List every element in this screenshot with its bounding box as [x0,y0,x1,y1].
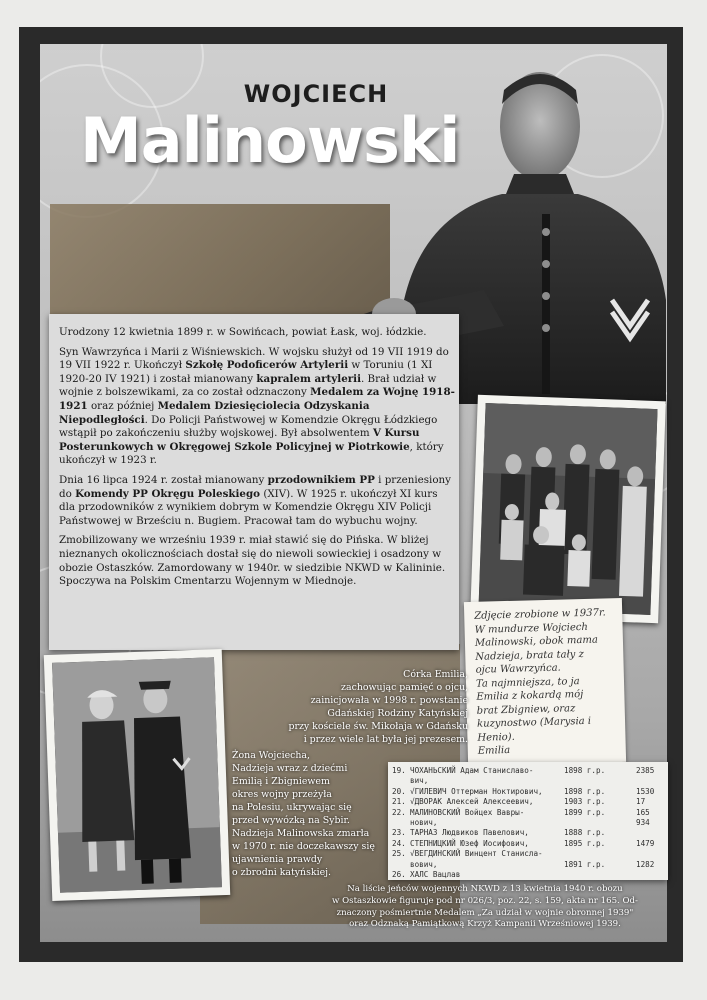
biography-text-run: (XIV). W 1925 r. ukończył XI kurs dla przodowników z wynikiem dobrym w Komendzie Okręgu XIV Policji Państwowej w Brześciu n. Bugiem. Pracował tam do wybuchu wojny. [59,487,438,527]
caption-line: przed wywózką na Sybir. [232,815,350,826]
caption-line: okres wojny przeżyła [232,789,332,800]
list-cell-num: 19. [392,766,406,775]
list-cell-num: 22. [392,807,406,817]
biography-text-run: oraz później [87,399,158,412]
biography-text-run: Urodzony 12 kwietnia 1899 r. w Sowińcach, powiat Łask, woj. łódzkie. [59,326,427,338]
biography-bold-text: Medalem Dziesięciolecia Odzyskania Niepodległości [59,399,370,426]
biography-text-run: i przeniesiony do [59,473,451,500]
biography-bold-text: Szkołę Podoficerów Artylerii [185,359,349,372]
biography-paragraph [59,474,455,528]
note-line: Emilia z kokardą mój [476,689,584,703]
biography-text-run: . Brał udział w wojnie z bolszewikami, za co został odznaczony [59,372,437,399]
caption-line: Nadzieja Malinowska zmarła [232,828,370,839]
note-line: W mundurze Wojciech [474,621,589,636]
handwritten-note [464,598,626,766]
caption-line: w 1970 r. nie doczekawszy się [232,841,375,852]
list-cell-year: 1891 г.р. [564,859,606,869]
list-cell-num: 20. [392,786,406,796]
list-cell-num: 21. [392,797,406,807]
biography-text-run: , który ukończył w 1923 r. [59,440,444,467]
daughter-caption [232,668,468,746]
caption-line: w Ostaszkowie figuruje pod nr 026/3, poz. 22, s. 159, akta nr 165. Od- [332,895,638,906]
caption-line: Na liście jeńców wojennych NKWD z 13 kwietnia 1940 r. obozu [347,884,623,894]
list-cell-code: 934 [636,818,650,827]
nkwd-list-document [388,762,668,880]
wife-caption [232,749,382,879]
list-cell-year: 1903 г.р. [564,797,606,807]
list-cell-name: √ВЕГДИНСКИЙ Винцент Станисла- [410,849,543,859]
list-cell-year: 1898 г.р. [564,786,606,796]
list-row [388,870,668,880]
list-cell-name: вич, [410,776,429,786]
biography-paragraph [59,326,455,340]
biography-bold-text: Komendy PP Okręgu Poleskiego [75,487,261,500]
list-cell-code: 17 [636,797,646,807]
list-cell-year: 1899 г.р. [564,807,606,817]
biography-bold-text: Medalem za Wojnę 1918-1921 [59,386,455,412]
list-cell-name: ХАЛС Вацлав [410,870,461,879]
list-cell-year: 1895 г.р. [564,838,606,848]
list-cell-code: 1282 [636,859,655,869]
nkwd-list-caption [300,884,670,931]
caption-line: oraz Odznaką Pamiątkową Krzyż Kampanii Wrześniowej 1939. [349,919,621,930]
list-cell-num: 26. [392,870,406,879]
biography-text-run: . Do Policji Państwowej w Komendzie Okręgu Łódzkiego wstąpił po zakończeniu służby wojskowej. Był absolwentem [59,413,438,440]
biography-bold-text: V Kursu Posterunkowych w Okręgowej Szkole Policyjnej w Piotrkowie [59,427,420,453]
couple-photo-frame [44,649,230,901]
list-cell-name: нович, [410,818,438,827]
list-cell-num: 23. [392,828,406,838]
list-cell-name: СТЕПНИЦКИЙ Юзеф Иосифович, [410,838,529,848]
caption-line: Nadzieja wraz z dziećmi [232,763,348,774]
family-photo-frame [470,395,666,623]
list-cell-name: √ГИЛЕВИЧ Оттерман Ноктирович, [410,786,543,796]
biography-text-run: Zmobilizowany we wrześniu 1939 r. miał stawić się do Pińska. W bliżej nieznanych okolicznościach dostał się do niewoli sowieckiej i osadzony w obozie Ostaszków. Zamordowany w 1940r. w siedzibie NKWD w Kalininie. Spoczywa na Polskim Cmentarzu Wojennym w Miednoje. [59,534,446,588]
list-cell-num: 25. [392,849,406,859]
caption-line: na Polesiu, ukrywając się [232,802,352,813]
couple-photo [52,657,222,893]
caption-line: przy kościele św. Mikołaja w Gdańsku [288,721,468,732]
list-cell-name: МАЛИНОВСКИЙ Войцех Вавры- [410,807,525,817]
note-line: Zdjęcie zrobione w 1937r. [474,607,606,622]
list-cell-year: 1898 г.р. [564,766,606,775]
note-line: brat Zbigniew, oraz [476,702,576,717]
list-cell-name: ТАРНАЗ Людвиков Павелович, [410,828,529,838]
note-line: Malinowski, obok mama [474,634,599,649]
list-cell-code: 2385 [636,766,655,775]
list-cell-num: 24. [392,838,406,848]
last-name-heading: Malinowski [80,104,460,177]
document-parchment [50,204,390,324]
caption-line: o zbrodni katyńskiej. [232,867,332,878]
biography-text-run: Dnia 16 lipca 1924 r. został mianowany [59,473,268,486]
caption-line: Emilią i Zbigniewem [232,776,330,787]
biography-text [59,326,455,595]
biography-bold-text: kapralem artylerii [256,372,361,385]
list-cell-name: √ДВОРАК Алексей Алексеевич, [410,797,534,807]
list-cell-name: ЧОХАНЬСКИЙ Адам Станиславо- [410,766,534,775]
caption-line: znaczony pośmiertnie Medalem „Za udział w wojnie obronnej 1939" [336,907,634,918]
caption-line: ujawnienia prawdy [232,854,323,865]
note-line: Ta najmniejsza, to ja [475,675,580,690]
note-line: Henio). [477,731,515,744]
biography-paragraph [59,346,455,468]
family-photo [478,403,657,615]
biography-text-run: w Toruniu (1 XI 1920-20 IV 1921) i został mianowany [59,359,433,385]
caption-line: zachowując pamięć o ojcu, [341,682,468,693]
list-cell-year: 1888 г.р. [564,828,606,838]
note-line: ojcu Wawrzyńca. [475,662,561,676]
biography-paragraph [59,534,455,588]
list-cell-name: вович, [410,859,438,869]
list-cell-code: 1479 [636,838,655,848]
first-name-heading: WOJCIECH [243,80,389,108]
caption-line: Córka Emilia, [403,669,468,680]
caption-line: zainicjowała w 1998 r. powstanie [310,695,468,706]
caption-line: i przez wiele lat była jej prezesem. [303,734,468,745]
caption-line: Żona Wojciecha, [232,750,310,761]
caption-line: Gdańskiej Rodziny Katyńskiej [327,708,468,719]
note-line: Emilia [477,744,511,757]
note-line: Nadzieja, brata tały z [475,648,584,663]
list-cell-code: 1530 [636,786,655,796]
biography-text-run: Syn Wawrzyńca i Marii z Wiśniewskich. W wojsku służył od 19 VII 1919 do 19 VII 1922 r. Ukończył [59,345,449,372]
list-cell-code: 165 [636,807,650,817]
biography-bold-text: przodownikiem PP [267,473,375,486]
note-line: kuzynostwo (Marysia i [476,715,592,730]
